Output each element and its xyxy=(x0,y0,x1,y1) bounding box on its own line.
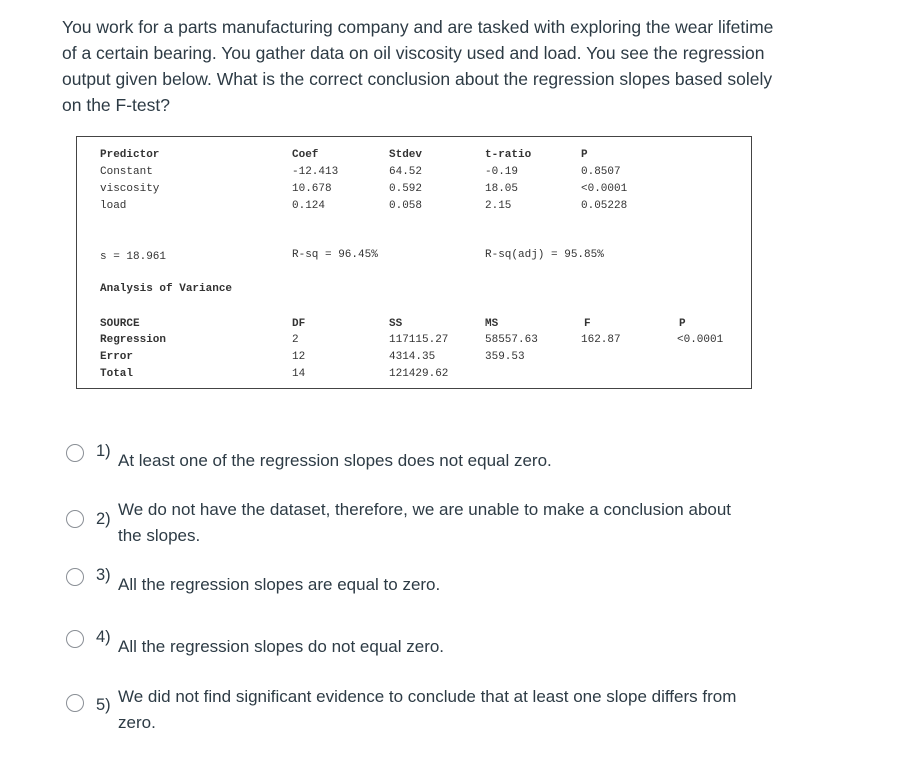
answer-text: All the regression slopes are equal to zero. xyxy=(118,575,441,594)
radio-button[interactable] xyxy=(66,630,84,648)
table-cell: 14 xyxy=(292,368,306,380)
table-cell: load xyxy=(100,200,127,212)
col-header-anova-p: P xyxy=(679,318,686,330)
table-cell: 0.592 xyxy=(389,183,423,195)
table-cell: -12.413 xyxy=(292,166,339,178)
table-cell: 10.678 xyxy=(292,183,332,195)
table-cell: 359.53 xyxy=(485,351,525,363)
col-header-ms: MS xyxy=(485,318,499,330)
table-cell: -0.19 xyxy=(485,166,519,178)
table-cell: 18.05 xyxy=(485,183,519,195)
table-cell: Total xyxy=(100,368,134,380)
r-squared: R-sq = 96.45% xyxy=(292,249,378,261)
col-header-t-ratio: t-ratio xyxy=(485,149,532,161)
table-cell: Regression xyxy=(100,334,167,346)
table-cell: 117115.27 xyxy=(389,334,449,346)
table-cell: 0.124 xyxy=(292,200,326,212)
answer-number: 1) xyxy=(96,442,111,460)
table-cell: 58557.63 xyxy=(485,334,538,346)
col-header-ss: SS xyxy=(389,318,403,330)
col-header-p: P xyxy=(581,149,588,161)
table-cell: 0.05228 xyxy=(581,200,628,212)
answer-number: 2) xyxy=(96,510,111,528)
col-header-stdev: Stdev xyxy=(389,149,423,161)
table-cell: 64.52 xyxy=(389,166,423,178)
table-cell: 162.87 xyxy=(581,334,621,346)
col-header-source: SOURCE xyxy=(100,318,140,330)
anova-title: Analysis of Variance xyxy=(100,283,233,295)
table-cell: Error xyxy=(100,351,134,363)
radio-button[interactable] xyxy=(66,694,84,712)
table-cell: 12 xyxy=(292,351,306,363)
table-cell: 2.15 xyxy=(485,200,512,212)
radio-button[interactable] xyxy=(66,444,84,462)
answer-text: At least one of the regression slopes does not equal zero. xyxy=(118,451,552,470)
r-squared-adj: R-sq(adj) = 95.85% xyxy=(485,249,604,261)
table-cell: <0.0001 xyxy=(581,183,628,195)
question-text: You work for a parts manufacturing company and are tasked with exploring the wear lifetime of a certain bearing. You gather data on oil viscosity used and load. You see the regression output given below. What is the correct conclusion about the regression slopes based solely on the F-test? xyxy=(62,17,774,115)
table-cell: <0.0001 xyxy=(677,334,724,346)
answer-number: 5) xyxy=(96,696,111,714)
col-header-predictor: Predictor xyxy=(100,149,160,161)
table-cell: viscosity xyxy=(100,183,160,195)
radio-button[interactable] xyxy=(66,568,84,586)
answer-number: 4) xyxy=(96,628,111,646)
radio-button[interactable] xyxy=(66,510,84,528)
std-error-s: s = 18.961 xyxy=(100,251,167,263)
col-header-df: DF xyxy=(292,318,306,330)
table-cell: 0.8507 xyxy=(581,166,621,178)
table-cell: 121429.62 xyxy=(389,368,449,380)
table-cell: Constant xyxy=(100,166,153,178)
col-header-coef: Coef xyxy=(292,149,319,161)
table-cell: 2 xyxy=(292,334,299,346)
table-cell: 4314.35 xyxy=(389,351,436,363)
table-cell: 0.058 xyxy=(389,200,423,212)
regression-output xyxy=(76,136,752,389)
answer-number: 3) xyxy=(96,566,111,584)
col-header-f: F xyxy=(584,318,591,330)
answer-text: All the regression slopes do not equal zero. xyxy=(118,637,445,656)
answer-text: We did not find significant evidence to conclude that at least one slope differs from zero. xyxy=(118,687,737,732)
answer-text: We do not have the dataset, therefore, we are unable to make a conclusion about the slopes. xyxy=(118,500,732,545)
